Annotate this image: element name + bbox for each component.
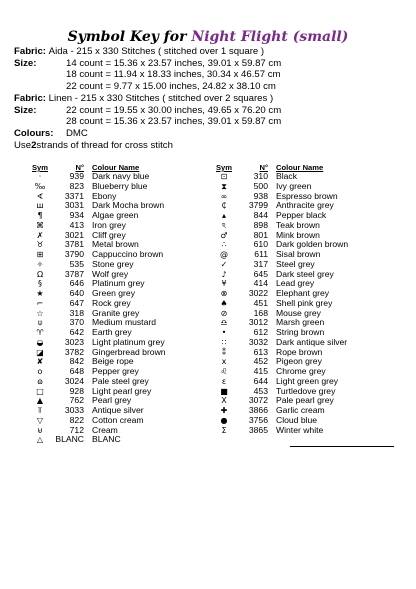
- stitch-symbol-icon: ∞: [220, 191, 228, 201]
- colour-name: String brown: [276, 327, 325, 337]
- colour-name: Light platinum grey: [92, 336, 165, 347]
- stitch-symbol-icon: ‰: [34, 181, 46, 191]
- stitch-symbol-icon: Σ: [221, 425, 227, 435]
- dmc-number: 3799: [248, 200, 268, 211]
- stitch-symbol-icon: ɷ: [37, 376, 43, 386]
- dmc-number: 3371: [64, 190, 84, 201]
- colour-name: Rope brown: [276, 346, 323, 357]
- colour-name: Steel grey: [276, 258, 315, 269]
- dmc-number: 612: [253, 327, 268, 337]
- stitch-symbol-icon: ♪: [221, 269, 227, 279]
- aida-size-2: 22 count = 9.77 x 15.00 inches, 24.82 x 38.10 cm: [66, 81, 276, 93]
- dmc-number: 928: [69, 385, 84, 396]
- title-accent: Night Flight (small): [191, 29, 349, 45]
- stitch-symbol-icon: △: [36, 435, 44, 445]
- dmc-number: 318: [69, 307, 84, 318]
- colour-name: Sisal brown: [276, 249, 321, 259]
- dmc-number: 317: [253, 258, 268, 269]
- dmc-number: 500: [253, 180, 268, 191]
- colour-name: Elephant grey: [276, 288, 330, 298]
- strands-pre: Use: [14, 139, 32, 151]
- stitch-symbol-icon: ⫪: [37, 406, 43, 415]
- header-number: N°: [259, 163, 268, 172]
- dmc-number: 648: [69, 366, 84, 376]
- stitch-symbol-icon: ◪: [36, 347, 44, 357]
- linen-size-1: 28 count = 15.36 x 23.57 inches, 39.01 x 59.87 cm: [66, 116, 282, 128]
- stitch-symbol-icon: ⌘: [36, 220, 44, 230]
- colour-name: Pigeon grey: [276, 356, 322, 367]
- strands-post: strands of thread for cross stitch: [36, 139, 173, 151]
- dmc-number: 934: [69, 210, 84, 220]
- colour-name: Espresso brown: [276, 190, 338, 201]
- colour-name: Chrome grey: [276, 366, 326, 376]
- stitch-symbol-icon: ⊡: [220, 172, 228, 181]
- stitch-symbol-icon: ▴: [221, 211, 226, 220]
- stitch-symbol-icon: ⊞: [36, 250, 44, 259]
- header-number: N°: [75, 163, 84, 172]
- dmc-number: 642: [69, 327, 84, 337]
- fabric-linen-row: [14, 93, 406, 105]
- stitch-symbol-icon: ♠: [220, 298, 228, 308]
- stitch-symbol-icon: §: [38, 279, 42, 289]
- colours-row: [14, 128, 406, 140]
- stitch-symbol-icon: ♎: [220, 318, 228, 328]
- colour-name: Pepper grey: [92, 366, 139, 376]
- dmc-number: 3033: [64, 405, 84, 415]
- dmc-number: 168: [253, 307, 268, 318]
- stitch-symbol-icon: ₵: [221, 201, 227, 211]
- colour-name: Cotton cream: [92, 414, 144, 425]
- dmc-number: 453: [253, 385, 268, 396]
- dmc-number: 898: [253, 219, 268, 230]
- colours-label: Colours:: [14, 127, 54, 139]
- colour-name: Dark golden brown: [276, 239, 349, 250]
- colour-name: Beige rope: [92, 356, 134, 367]
- stitch-symbol-icon: x: [221, 357, 227, 367]
- colour-name: Pale steel grey: [92, 375, 149, 386]
- stitch-symbol-icon: ♉: [36, 240, 44, 250]
- aida-size-1: 18 count = 11.94 x 18.33 inches, 30.34 x 46.57 cm: [66, 69, 281, 81]
- stitch-symbol-icon: @: [220, 250, 228, 259]
- stitch-symbol-icon: ◒: [36, 337, 44, 347]
- colour-name: Iron grey: [92, 219, 126, 230]
- stitch-symbol-icon: X: [221, 396, 227, 406]
- stitch-symbol-icon: ✧: [36, 259, 44, 269]
- colour-name: Mink brown: [276, 229, 320, 240]
- stitch-symbol-icon: ♂: [220, 230, 228, 240]
- stitch-symbol-icon: ✚: [220, 406, 228, 415]
- dmc-number: 647: [69, 297, 84, 308]
- colour-name: Light pearl grey: [92, 385, 152, 396]
- stitch-symbol-icon: ✗: [36, 230, 44, 240]
- size-row: [14, 105, 406, 117]
- header-sym: Sym: [31, 163, 49, 172]
- colour-name: Wolf grey: [92, 268, 129, 279]
- colour-name: Dark steel grey: [276, 268, 334, 279]
- stitch-symbol-icon: ш: [36, 201, 44, 211]
- dmc-number: 3781: [64, 239, 84, 250]
- header-colour-name: Colour Name: [276, 163, 324, 172]
- colour-name: Pepper black: [276, 210, 327, 220]
- stitch-symbol-icon: ∷: [221, 337, 227, 347]
- dmc-number: 310: [253, 171, 268, 181]
- colour-name: Antique silver: [92, 405, 144, 415]
- dmc-number: 712: [69, 424, 84, 435]
- stitch-symbol-icon: ɛ: [221, 376, 227, 386]
- size-row: [14, 69, 406, 81]
- dmc-number: 801: [253, 229, 268, 240]
- dmc-number: 3790: [64, 249, 84, 259]
- table-rows: [28, 172, 182, 445]
- dmc-number: 370: [69, 317, 84, 328]
- stitch-symbol-icon: ✘: [36, 357, 44, 367]
- colour-name: Shell pink grey: [276, 297, 333, 308]
- dmc-number: 451: [253, 297, 268, 308]
- header-sym: Sym: [215, 163, 233, 172]
- dmc-number: 613: [253, 346, 268, 357]
- dmc-number: 3756: [248, 414, 268, 425]
- dmc-number: 414: [253, 278, 268, 289]
- colour-name: Marsh green: [276, 317, 325, 328]
- stitch-symbol-icon: ⊘: [220, 308, 228, 318]
- colour-name: Mouse grey: [276, 307, 321, 318]
- stitch-symbol-icon: □: [36, 386, 44, 396]
- colour-name: Earth grey: [92, 327, 132, 337]
- stitch-symbol-icon: ■: [220, 386, 228, 396]
- colour-name: Metal brown: [92, 239, 139, 250]
- colour-name: Dark navy blue: [92, 171, 150, 181]
- colour-name: Cliff grey: [92, 229, 126, 240]
- stitch-symbol-icon: ⧗: [221, 181, 227, 191]
- colour-name: Teak brown: [276, 219, 320, 230]
- stitch-symbol-icon: ⍦: [37, 318, 43, 328]
- dmc-number: 3782: [64, 346, 84, 357]
- dmc-number: 3787: [64, 268, 84, 279]
- dmc-number: 3866: [248, 405, 268, 415]
- dmc-number: 611: [254, 249, 268, 259]
- table-bottom-rule: [290, 446, 394, 447]
- colour-name: Algae green: [92, 210, 139, 220]
- colour-name: Pearl grey: [92, 395, 132, 406]
- dmc-number: 3024: [64, 375, 84, 386]
- stitch-symbol-icon: ∢: [36, 191, 44, 201]
- dmc-number: BLANC: [55, 434, 84, 445]
- stitch-symbol-icon: ♈: [36, 328, 44, 337]
- size-row: [14, 58, 406, 70]
- colour-name: Platinum grey: [92, 278, 145, 289]
- colour-name: Dark antique silver: [276, 336, 348, 347]
- size-label: Size:: [14, 104, 37, 116]
- strands-row: [14, 140, 406, 152]
- dmc-number: 844: [253, 210, 268, 220]
- dmc-number: 645: [253, 268, 268, 279]
- page-title: [0, 29, 416, 45]
- colour-name: Pale pearl grey: [276, 395, 334, 406]
- colour-name: Dark Mocha brown: [92, 200, 165, 211]
- symbol-table-right: [212, 163, 366, 435]
- stitch-symbol-icon: ♌: [220, 367, 228, 376]
- colour-name: BLANC: [92, 434, 121, 445]
- dmc-number: 3021: [64, 229, 84, 240]
- dmc-number: 413: [69, 219, 84, 230]
- size-row: [14, 81, 406, 93]
- dmc-number: 3031: [64, 200, 84, 211]
- stitch-symbol-icon: ●: [220, 415, 228, 425]
- table-row: [212, 426, 366, 436]
- table-row: [28, 435, 182, 445]
- dmc-number: 823: [69, 180, 84, 191]
- colour-name: Granite grey: [92, 307, 140, 318]
- stitch-symbol-icon: o: [37, 367, 43, 376]
- fabric-label: Fabric:: [14, 46, 46, 57]
- fabric-aida-value: Aida - 215 x 330 Stitches ( stitched over 1 square ): [48, 46, 265, 57]
- dmc-number: 3072: [248, 395, 268, 406]
- stitch-symbol-icon: ▲: [36, 396, 44, 406]
- stitch-symbol-icon: ☆: [36, 308, 44, 318]
- dmc-number: 3022: [248, 288, 268, 298]
- colour-name: Ivy green: [276, 180, 312, 191]
- dmc-number: 610: [253, 239, 268, 250]
- dmc-number: 939: [69, 171, 84, 181]
- colours-value: DMC: [66, 127, 88, 139]
- colour-name: Anthracite grey: [276, 200, 334, 211]
- colour-name: Green grey: [92, 288, 135, 298]
- stitch-symbol-icon: ·: [38, 172, 42, 181]
- dmc-number: 644: [253, 375, 268, 386]
- colour-name: Blueberry blue: [92, 180, 148, 191]
- colour-name: Stone grey: [92, 258, 134, 269]
- fabric-linen-value: Linen - 215 x 330 Stitches ( stitched over 2 squares ): [48, 92, 274, 104]
- fabric-label: Fabric:: [14, 92, 46, 104]
- header-colour-name: Colour Name: [92, 163, 140, 172]
- dmc-number: 646: [69, 278, 84, 289]
- colour-name: Gingerbread brown: [92, 346, 166, 357]
- dmc-number: 3012: [248, 317, 268, 328]
- dmc-number: 762: [69, 395, 84, 406]
- title-main: Symbol Key for: [67, 29, 192, 45]
- dmc-number: 842: [69, 356, 84, 367]
- colour-name: Cloud blue: [276, 414, 318, 425]
- colour-name: Cream: [92, 424, 118, 435]
- dmc-number: 3023: [64, 336, 84, 347]
- colour-name: Cappuccino brown: [92, 249, 164, 259]
- colour-name: Lead grey: [276, 278, 315, 289]
- strands-count: 2: [31, 139, 37, 151]
- stitch-symbol-icon: ▽: [36, 415, 44, 425]
- dmc-number: 640: [69, 288, 84, 298]
- stitch-symbol-icon: ঽ: [221, 220, 227, 230]
- stitch-symbol-icon: ∴: [221, 240, 227, 250]
- symbol-table-left: [28, 163, 182, 445]
- stitch-symbol-icon: ⁑: [222, 347, 226, 357]
- stitch-symbol-icon: ⊌: [37, 425, 43, 435]
- dmc-number: 415: [253, 366, 268, 376]
- stitch-symbol-icon: ✓: [220, 259, 228, 269]
- linen-size-0: 22 count = 19.55 x 30.00 inches, 49.65 x 76.20 cm: [66, 104, 282, 116]
- colour-name: Ebony: [92, 190, 117, 201]
- stitch-symbol-icon: Ω: [36, 269, 44, 279]
- stitch-symbol-icon: ⌐: [36, 298, 44, 308]
- stitch-symbol-icon: ⊗: [220, 289, 228, 298]
- stitch-symbol-icon: ¥: [221, 279, 227, 289]
- dmc-number: 822: [69, 414, 84, 425]
- colour-name: Black: [276, 171, 298, 181]
- fabric-info: [14, 46, 406, 151]
- dmc-number: 3032: [248, 336, 268, 347]
- dmc-number: 3865: [248, 424, 268, 435]
- size-label: Size:: [14, 57, 37, 69]
- aida-size-0: 14 count = 15.36 x 23.57 inches, 39.01 x 59.87 cm: [66, 57, 282, 69]
- stitch-symbol-icon: ¶: [37, 211, 43, 220]
- fabric-aida-row: [14, 46, 406, 58]
- stitch-symbol-icon: ★: [36, 289, 44, 298]
- dmc-number: 452: [253, 356, 268, 367]
- size-row: [14, 116, 406, 128]
- colour-name: Light green grey: [276, 375, 339, 386]
- stitch-symbol-icon: •: [221, 328, 227, 337]
- dmc-number: 535: [69, 258, 84, 269]
- dmc-number: 938: [253, 190, 268, 201]
- colour-name: Garlic cream: [276, 405, 325, 415]
- colour-name: Rock grey: [92, 297, 131, 308]
- table-rows: [212, 172, 366, 435]
- colour-name: Winter white: [276, 424, 324, 435]
- colour-name: Turtledove grey: [276, 385, 336, 396]
- colour-name: Medium mustard: [92, 317, 156, 328]
